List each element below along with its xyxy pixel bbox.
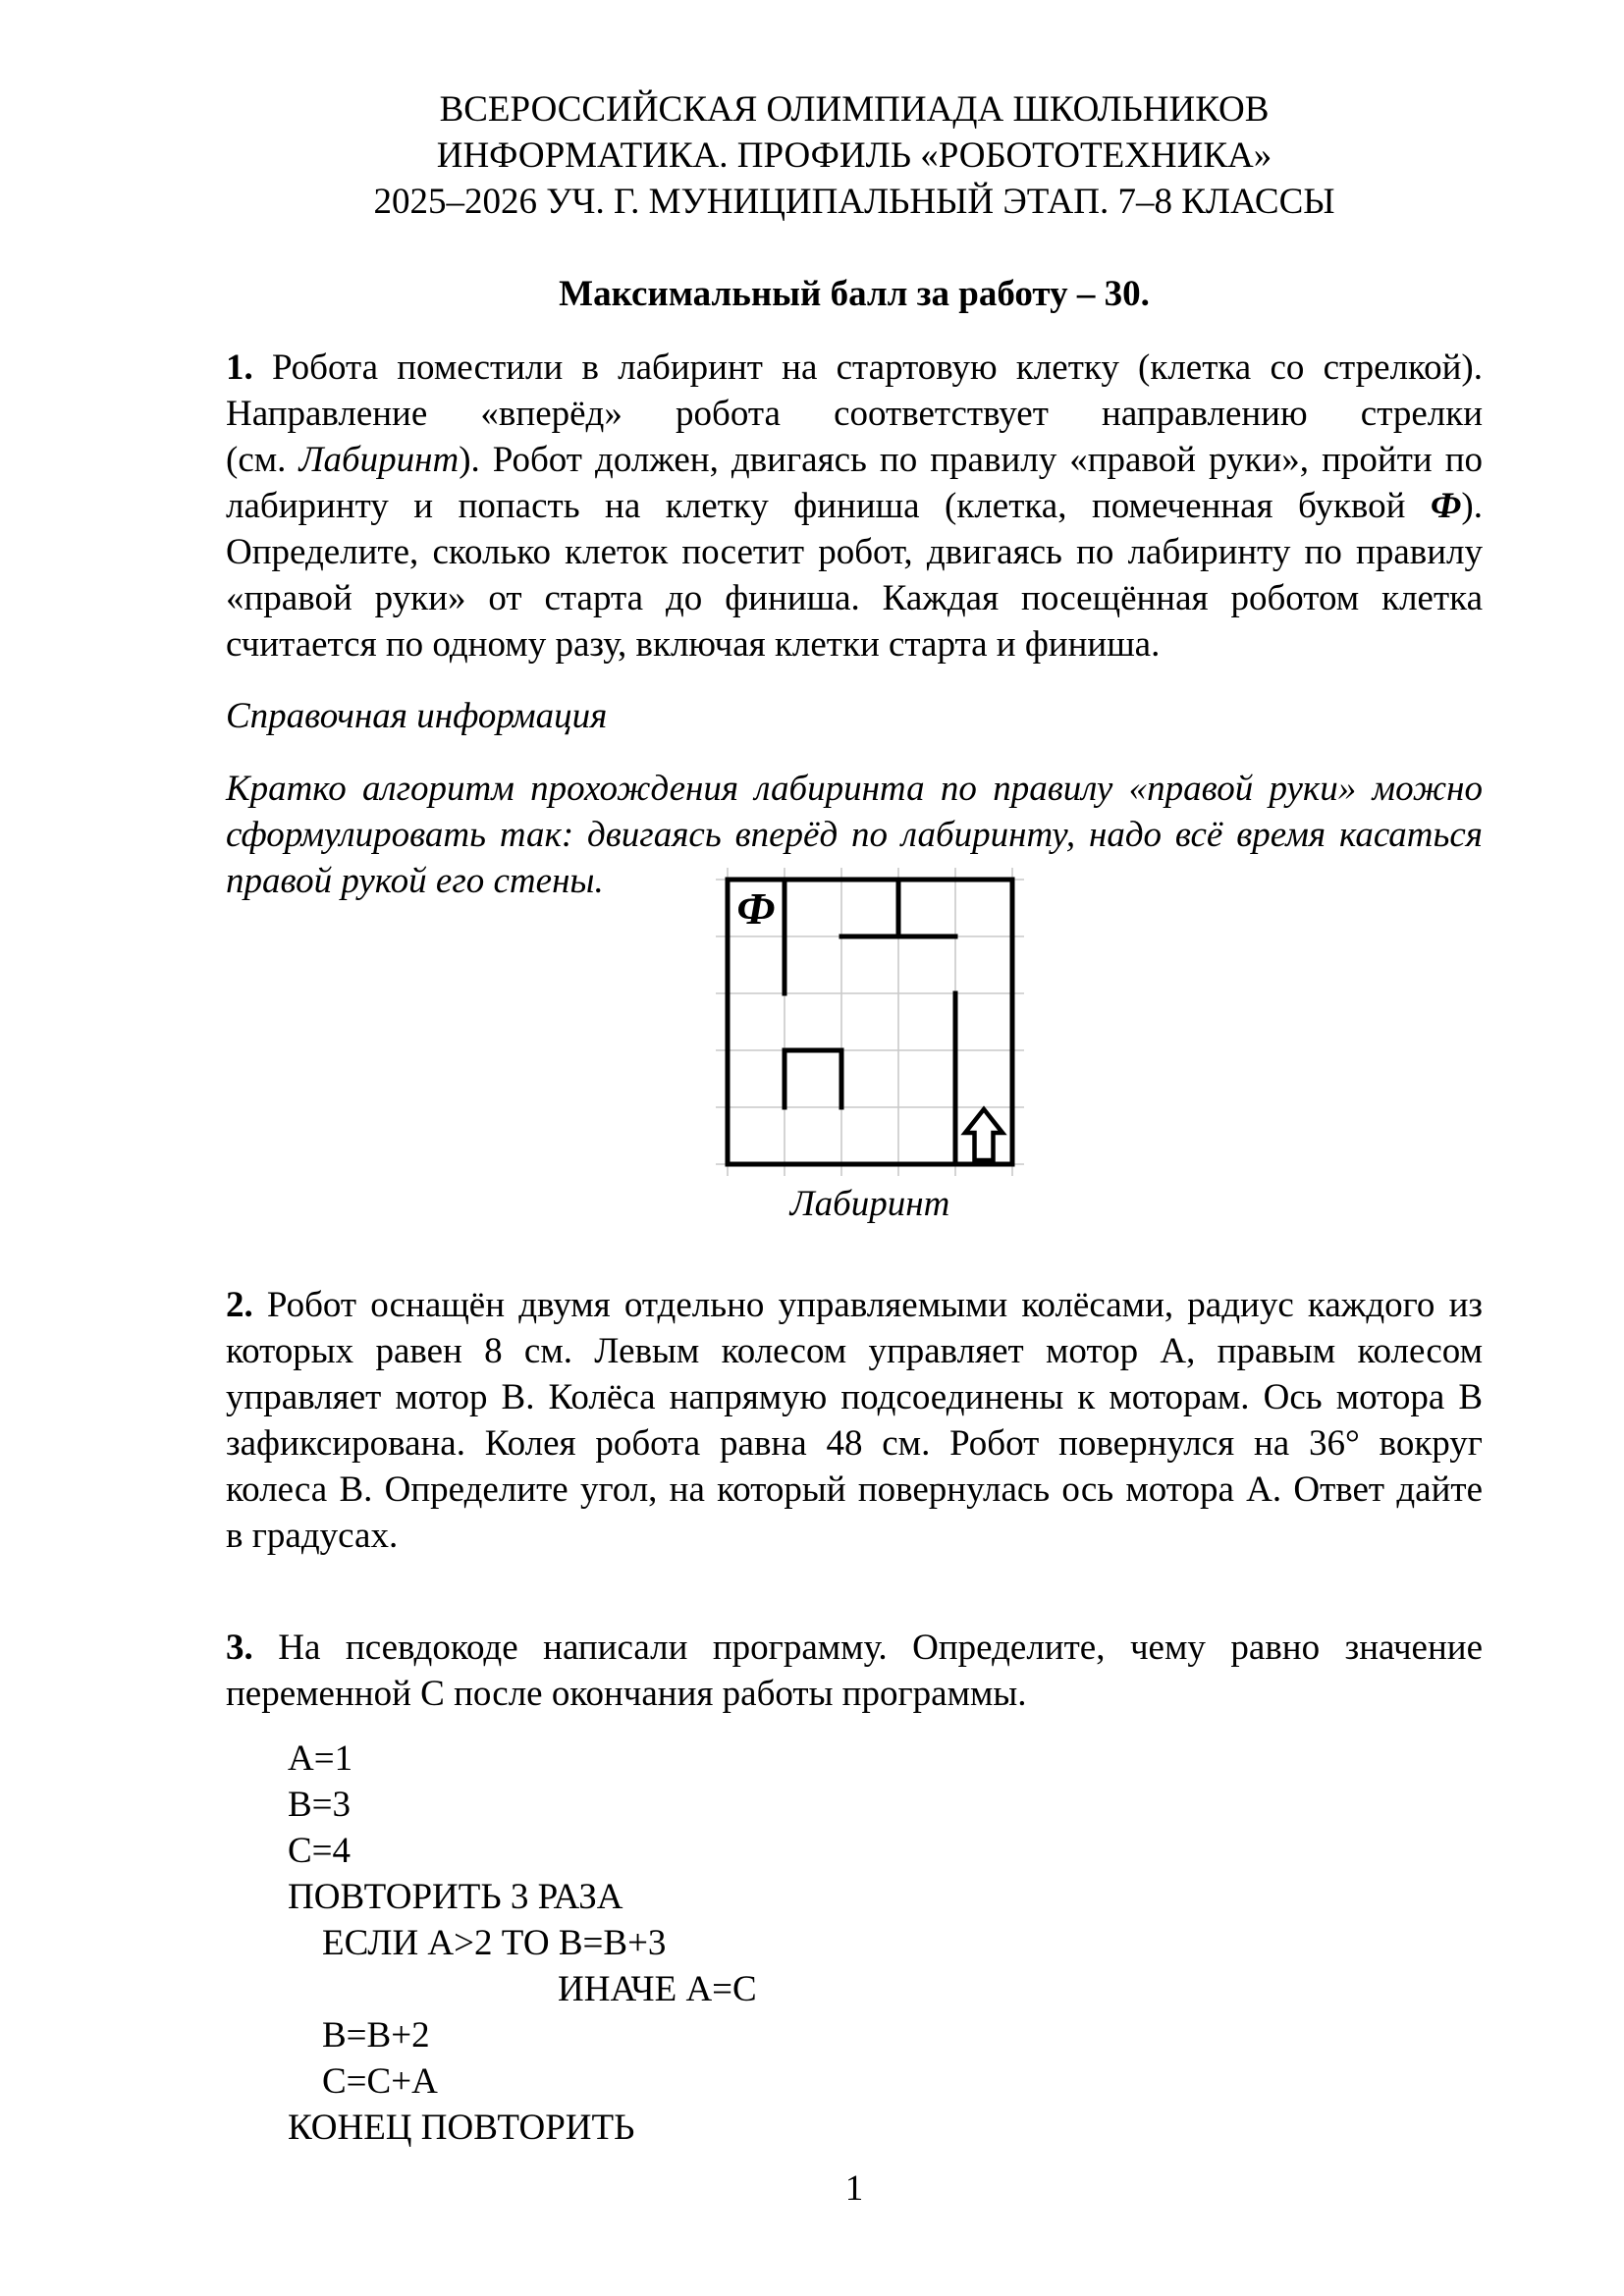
maze-start-arrow-icon (965, 1109, 1002, 1160)
pseudocode-line: С=4 (288, 1831, 352, 1871)
text-segment: «правой руки» от старта до финиша. Каждая посещённая роботом клетка (226, 578, 1483, 618)
text-line (226, 1282, 1483, 1328)
text-line (226, 621, 1483, 667)
text-segment: зафиксирована. Колея робота равна 48 см. Робот повернулся на 36° вокруг (226, 1423, 1483, 1464)
text-line (226, 1671, 1483, 1717)
text-segment: которых равен 8 см. Левым колесом управляет мотор А, правым колесом (226, 1331, 1483, 1371)
text-line (226, 1625, 1483, 1671)
text-segment: в градусах. (226, 1516, 399, 1556)
pseudocode-line: А=1 (288, 1738, 353, 1779)
text-segment: Направление «вперёд» робота соответствует направлению стрелки (226, 394, 1483, 434)
text-line (226, 86, 1483, 133)
text-line (226, 1420, 1483, 1467)
text-line (226, 812, 1483, 858)
text-segment: На псевдокоде написали программу. Определите, чему равно значение (252, 1628, 1483, 1668)
reference-info-heading: Справочная информация (226, 696, 608, 736)
max-score-title: Максимальный балл за работу – 30. (559, 274, 1150, 314)
text-line (226, 1513, 1483, 1559)
text-segment: сформулировать так: двигаясь вперёд по лабиринту, надо всё время касаться (226, 815, 1483, 855)
task2-paragraph (226, 1282, 1483, 1559)
text-line (226, 1374, 1483, 1420)
emphasis-text: 3. (226, 1628, 253, 1668)
pseudocode-line: КОНЕЦ ПОВТОРИТЬ (288, 2108, 635, 2148)
text-segment: Кратко алгоритм прохождения лабиринта по правилу «правой руки» можно (226, 769, 1483, 809)
text-segment: Определите, сколько клеток посетит робот, двигаясь по лабиринту по правилу (226, 532, 1483, 572)
text-segment: Робота поместили в лабиринт на стартовую клетку (клетка со стрелкой). (252, 347, 1483, 388)
maze-svg (713, 865, 1027, 1179)
text-segment: Робот оснащён двумя отдельно управляемыми колёсами, радиус каждого из (252, 1285, 1483, 1325)
text-segment: переменной С после окончания работы программы. (226, 1674, 1027, 1714)
text-line (226, 483, 1483, 529)
emphasis-text: Лабиринт (298, 440, 460, 480)
emphasis-text: 2. (226, 1285, 253, 1325)
text-segment: управляет мотор В. Колёса напрямую подсоединены к моторам. Ось мотора В (226, 1377, 1483, 1417)
text-segment: (см. (226, 440, 299, 480)
text-line (226, 437, 1483, 483)
pseudocode-line: С=С+А (322, 2061, 438, 2102)
text-line (226, 391, 1483, 437)
document-header (226, 86, 1483, 225)
text-line (226, 575, 1483, 621)
text-segment: лабиринту и попасть на клетку финиша (клетка, помеченная буквой (226, 486, 1431, 526)
text-line (226, 133, 1483, 179)
text-segment: ВСЕРОССИЙСКАЯ ОЛИМПИАДА ШКОЛЬНИКОВ (439, 89, 1270, 130)
emphasis-text: 1. (226, 347, 253, 388)
text-line (226, 345, 1483, 391)
text-line (226, 529, 1483, 575)
text-segment: колеса В. Определите угол, на который повернулась ось мотора А. Ответ дайте (226, 1469, 1483, 1510)
text-line (226, 766, 1483, 812)
pseudocode-line: ИНАЧЕ А=С (558, 1969, 757, 2009)
maze-finish-label: Ф (736, 883, 776, 934)
pseudocode-line: В=3 (288, 1785, 352, 1825)
pseudocode-line: ПОВТОРИТЬ 3 РАЗА (288, 1877, 623, 1917)
maze-caption: Лабиринт (789, 1184, 950, 1224)
text-segment: правой рукой его стены. (226, 861, 604, 901)
text-segment: ). Робот должен, двигаясь по правилу «правой руки», пройти по (459, 440, 1483, 480)
text-line (226, 1328, 1483, 1374)
pseudocode-line: В=В+2 (322, 2015, 430, 2056)
pseudocode-block (226, 1735, 1483, 2151)
text-line (226, 179, 1483, 225)
text-segment: ). (1461, 486, 1483, 526)
page-number: 1 (844, 2168, 864, 2209)
maze-figure (713, 865, 1027, 1179)
task1-paragraph (226, 345, 1483, 667)
text-segment: считается по одному разу, включая клетки старта и финиша. (226, 624, 1161, 665)
text-line (226, 1467, 1483, 1513)
pseudocode-line: ЕСЛИ А>2 ТО В=В+3 (322, 1923, 667, 1963)
task3-paragraph (226, 1625, 1483, 1717)
emphasis-text: Ф (1430, 486, 1462, 526)
text-segment: ИНФОРМАТИКА. ПРОФИЛЬ «РОБОТОТЕХНИКА» (436, 135, 1272, 176)
text-segment: 2025–2026 УЧ. Г. МУНИЦИПАЛЬНЫЙ ЭТАП. 7–8 КЛАССЫ (373, 182, 1335, 222)
